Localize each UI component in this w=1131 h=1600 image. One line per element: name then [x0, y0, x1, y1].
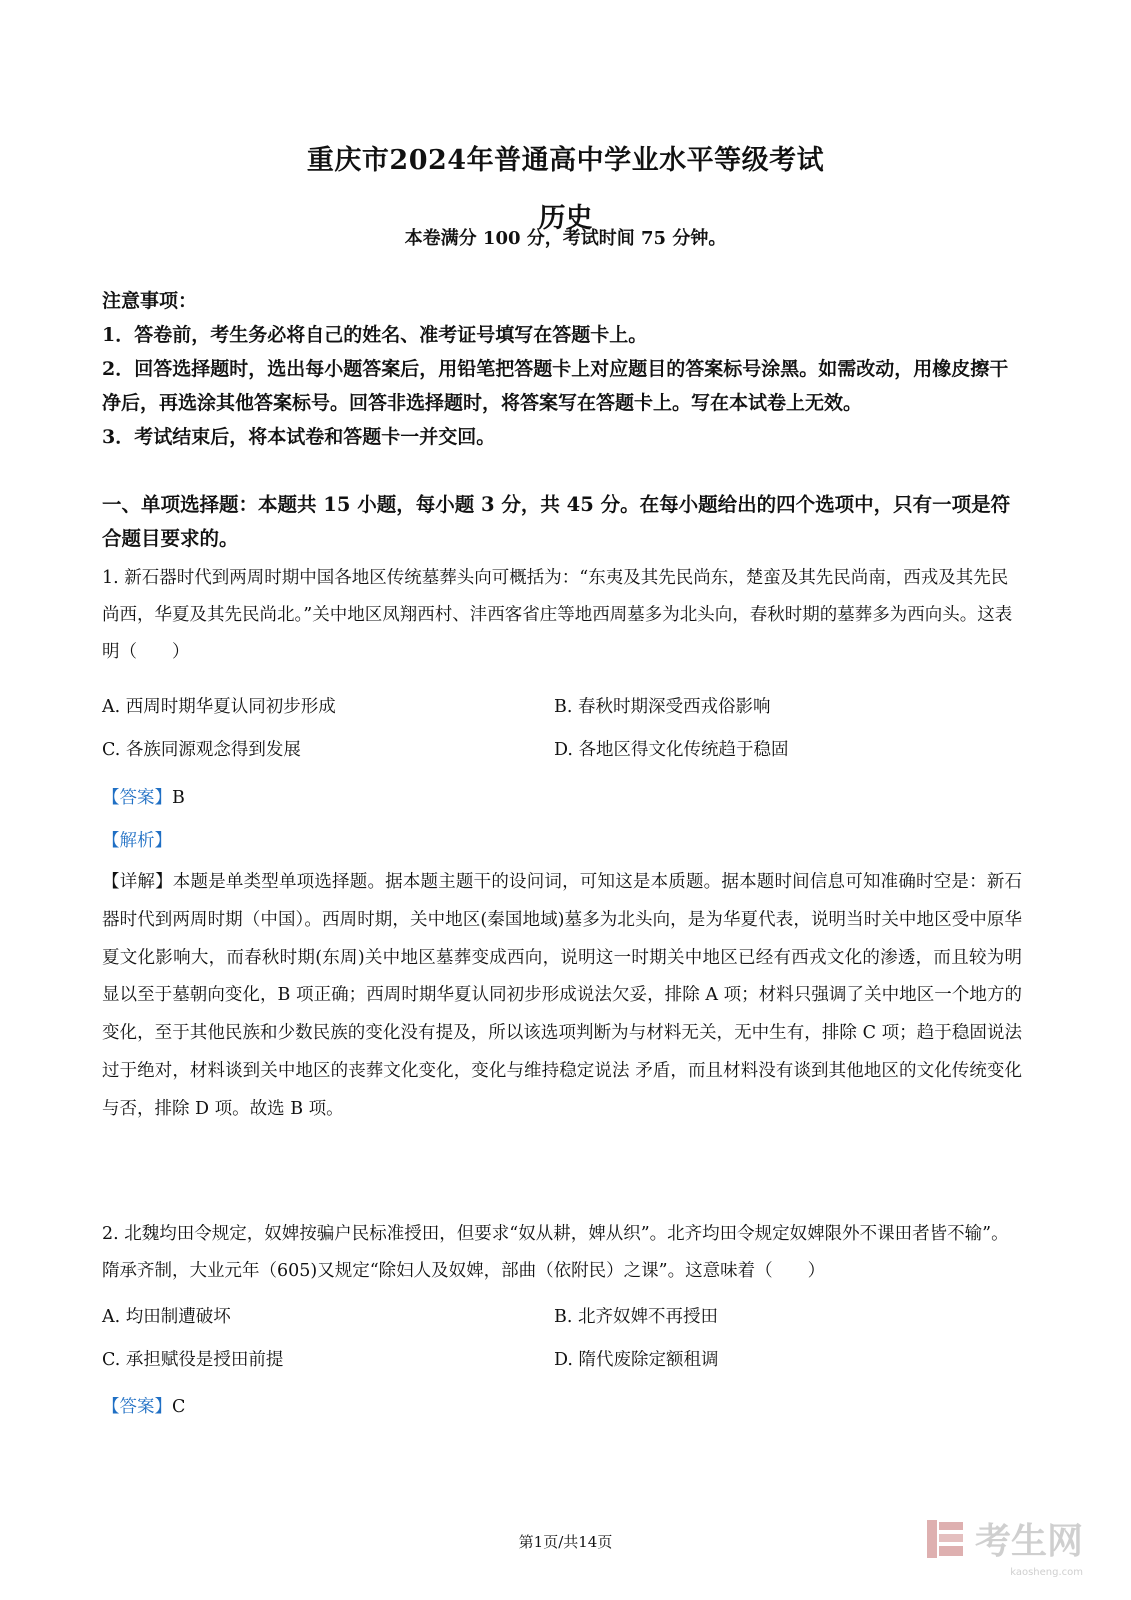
- question-2-stem: 2. 北魏均田令规定，奴婢按骗户民标准授田，但要求“奴从耕，婢从织”。北齐均田令规定奴婢限外不课田者皆不输”。隋承齐制，大业元年（605)又规定“除妇人及奴婢，部曲（依附民）之课”。这意味着（ ）: [102, 1224, 1009, 1281]
- option-d: D. 各地区得文化传统趋于稳固: [554, 740, 789, 760]
- analysis-tag: 【解析】: [102, 831, 172, 851]
- question-1-options: [102, 686, 1022, 772]
- detail-tag: 【详解】: [102, 872, 173, 892]
- answer-value: C: [172, 1397, 186, 1417]
- notes-item: 3．考试结束后，将本试卷和答题卡一并交回。: [102, 426, 496, 448]
- answer-tag: 【答案】: [102, 1397, 172, 1417]
- notes-heading: 注意事项：: [102, 290, 198, 312]
- question-1-analysis-heading: [102, 827, 172, 852]
- question-1-stem: 1. 新石器时代到两周时期中国各地区传统墓葬头向可概括为：“东夷及其先民尚东，楚蛮及其先民尚南，西戎及其先民尚西，华夏及其先民尚北。”关中地区凤翔西村、沣西客省庄等地西周墓多为北头向，春秋时期的墓葬多为西向头。这表明（ ）: [102, 568, 1013, 662]
- notes-item: 2．回答选择题时，选出每小题答案后，用铅笔把答题卡上对应题目的答案标号涂黑。如需改动，用橡皮擦干净后，再选涂其他答案标号。回答非选择题时，将答案写在答题卡上。写在本试卷上无效。: [102, 358, 1009, 414]
- watermark-logo: [925, 1513, 1083, 1578]
- option-a: A. 西周时期华夏认同初步形成: [102, 697, 336, 717]
- option-b: B. 春秋时期深受西戎俗影响: [554, 697, 771, 717]
- question-2-answer: [102, 1393, 185, 1418]
- subject-title: 历史: [538, 203, 593, 234]
- logo-icon: [925, 1518, 967, 1560]
- option-b: B. 北齐奴婢不再授田: [554, 1307, 718, 1327]
- option-c: C. 各族同源观念得到发展: [102, 740, 301, 760]
- watermark-url: kaosheng.com: [1010, 1567, 1083, 1578]
- section-title: 一、单项选择题：本题共 15 小题，每小题 3 分，共 45 分。在每小题给出的四个选项中，只有一项是符合题目要求的。: [102, 493, 1011, 550]
- question-1-detail: [102, 864, 1022, 1129]
- answer-tag: 【答案】: [102, 788, 172, 808]
- watermark-text: 考生网: [974, 1521, 1083, 1562]
- detail-text: 本题是单类型单项选择题。据本题主题干的设问词，可知这是本质题。据本题时间信息可知准确时空是：新石器时代到两周时期（中国）。西周时期，关中地区(秦国地域)墓多为北头向，是为华夏代表，说明当时关中地区受中原华夏文化影响大，而春秋时期(东周)关中地区墓葬变成西向，说明这一时期关中地区已经有西戎文化的渗透，而且较为明显以至于墓朝向变化，B 项正确；西周时期华夏认同初步形成说法欠妥，排除 A 项；材料只强调了关中地区一个地方的变化，至于其他民族和少数民族的变化没有提及，所以该选项判断为与材料无关，无中生有，排除 C 项；趋于稳固说法过于绝对，材料谈到关中地区的丧葬文化变化，变化与维持稳定说法 矛盾，而且材料没有谈到其他地区的文化传统变化与否，排除 D 项。故选 B 项。: [102, 872, 1023, 1119]
- question-1-answer: [102, 784, 185, 809]
- question-2-options: [102, 1296, 1022, 1382]
- answer-value: B: [172, 788, 185, 808]
- option-a: A. 均田制遭破坏: [102, 1307, 231, 1327]
- option-c: C. 承担赋役是授田前提: [102, 1350, 284, 1370]
- notes-item: 1．答卷前，考生务必将自己的姓名、准考证号填写在答题卡上。: [102, 324, 648, 346]
- notes-block: [102, 284, 1022, 454]
- option-d: D. 隋代废除定额租调: [554, 1350, 719, 1370]
- page-number: 第1页/共14页: [518, 1533, 613, 1551]
- exam-title: 重庆市2024年普通高中学业水平等级考试: [306, 145, 825, 176]
- score-time-line: 本卷满分 100 分，考试时间 75 分钟。: [404, 228, 727, 249]
